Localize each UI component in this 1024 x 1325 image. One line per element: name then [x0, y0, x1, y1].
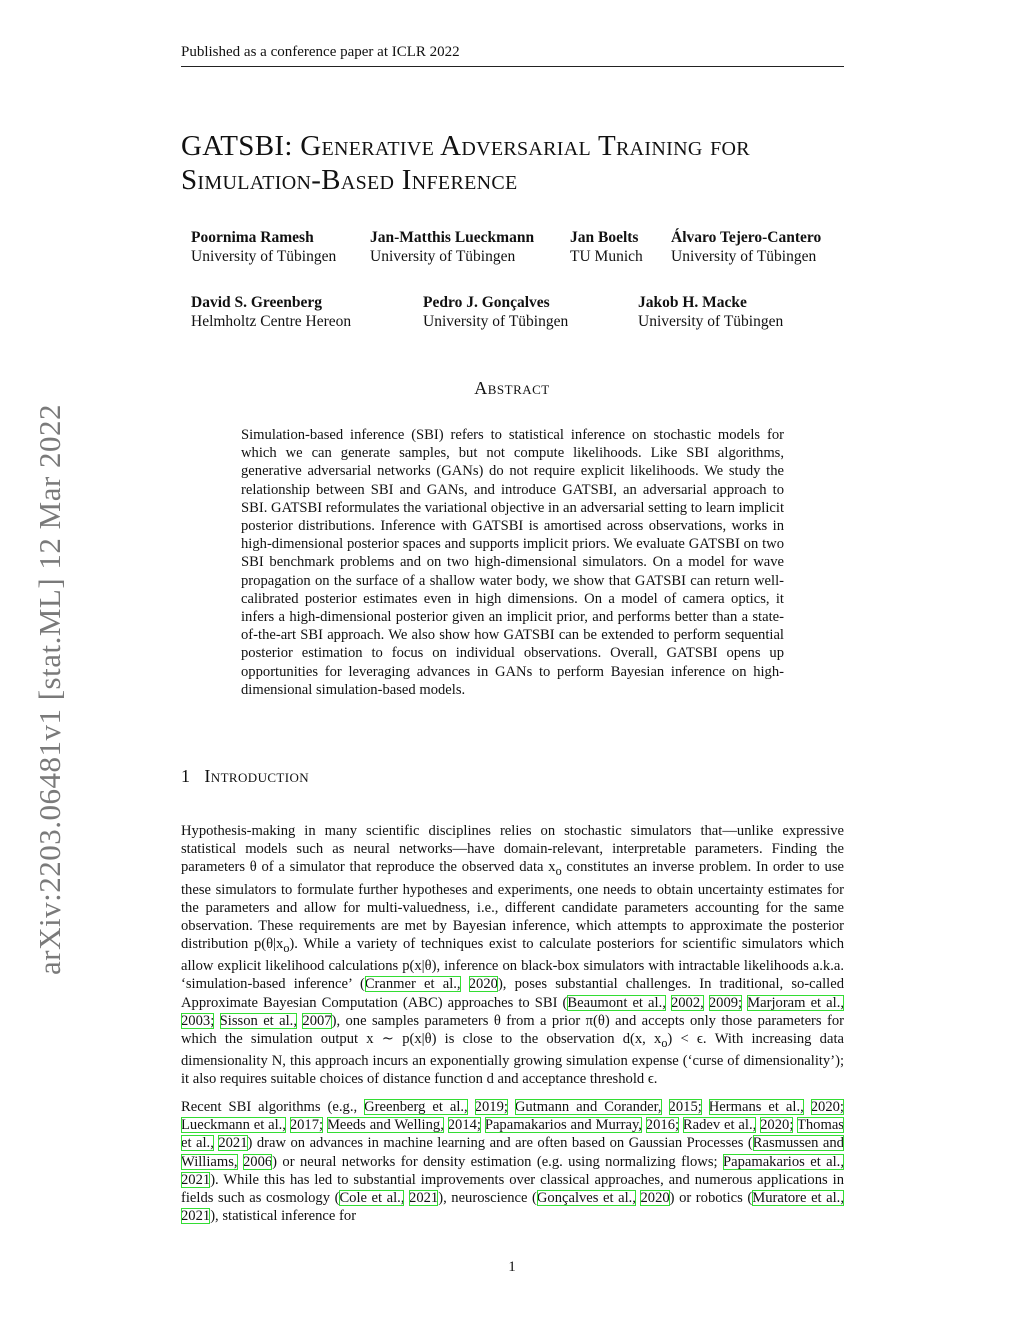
author-affiliation: University of Tübingen — [423, 313, 569, 330]
abstract-text: Simulation-based inference (SBI) refers to statistical inference on stochastic models for which we can generate samples, but not compute likelihoods. Like SBI algorithms, generative adversarial networks (GANs) do not require explicit likelihoods. We study the relationship between SBI and GANs, and introduce GATSBI, an adversarial approach to SBI. GATSBI reformulates the variational objective in an adversarial setting to learn implicit posterior distributions. Inference with GATSBI is amortised across observations, works in high-dimensional posterior spaces and supports implicit priors. We evaluate GATSBI on two SBI benchmark problems and on two high-dimensional simulators. On a model for wave propagation on the surface of a shallow water body, we show that GATSBI can return well-calibrated posterior estimates even in high dimensions. On a model of camera optics, it infers a high-dimensional posterior given an implicit prior, and performs better than a state-of-the-art SBI approach. We also show how GATSBI can be extended to perform sequential posterior estimation to focus on individual observations. Overall, GATSBI opens up opportunities for leveraging advances in GANs to perform Bayesian inference on high-dimensional simulation-based models. — [241, 427, 784, 698]
author-name: Jakob H. Macke — [638, 294, 747, 311]
page-number: 1 — [508, 1259, 516, 1275]
author-affiliation: University of Tübingen — [638, 313, 784, 330]
citation-link[interactable]: Hermans et al., — [708, 1099, 804, 1115]
text-run: ) < ϵ. With increasing data dimensionality N, this approach incurs an exponentially growing simulation expense (‘curse of dimensionality’); it also requires suitable choices of distance function d and acceptance threshold ϵ. — [181, 1031, 844, 1088]
title-line-1: GATSBI: Generative Adversarial Training for — [181, 130, 750, 162]
citation-link[interactable]: Papamakarios et al., — [722, 1153, 844, 1170]
author-block — [191, 293, 351, 331]
citation-link[interactable]: 2015; — [668, 1099, 702, 1115]
author-block — [570, 228, 643, 266]
author-block — [423, 293, 568, 331]
author-affiliation: University of Tübingen — [370, 248, 516, 265]
author-affiliation: University of Tübingen — [191, 248, 337, 265]
author-block — [191, 228, 336, 266]
citation-link[interactable]: 2021 — [181, 1171, 211, 1188]
section-number: 1 — [181, 766, 191, 786]
text-run: ). While a variety of techniques exist to calculate posteriors for scientific simulators which allow explicit likelihood calculations p(x|θ), inference on black-box simulators with intractable likelihoods a.k.a. ‘simulation-based inference’ ( — [181, 936, 844, 993]
authors-row-1 — [0, 228, 1024, 268]
citation-link[interactable]: Cole et al., — [339, 1190, 405, 1207]
text-run: ). While this has led to substantial improvements over classical approaches, and numerous applications in fields such as cosmology ( — [181, 1171, 844, 1207]
citation-link[interactable]: Greenberg et al., — [364, 1099, 468, 1115]
text-run: Recent SBI algorithms (e.g., — [181, 1099, 358, 1115]
citation-link[interactable]: Thomas et al., — [181, 1117, 844, 1152]
citation-link[interactable]: Beaumont et al., — [567, 994, 666, 1011]
citation-link[interactable]: Meeds and Welling, — [326, 1117, 444, 1134]
citation-link[interactable]: Marjoram et al., — [747, 994, 844, 1011]
citation-link[interactable]: 2019; — [474, 1099, 508, 1115]
text-run: ) draw on advances in machine learning and are often based on Gaussian Processes ( — [247, 1135, 753, 1152]
subscript: o — [283, 941, 290, 956]
author-name: Pedro J. Gonçalves — [423, 294, 550, 311]
text-run: ), one samples parameters θ from a prior π(θ) and accepts only those parameters for which the simulation output x ∼ p(x|θ) is close to the observation d(x, x — [181, 1012, 845, 1048]
citation-link[interactable]: 2021 — [181, 1208, 211, 1225]
text-run: ), statistical inference for — [210, 1208, 357, 1225]
citation-link[interactable]: Lueckmann et al., — [181, 1117, 286, 1134]
section-title: Introduction — [204, 766, 310, 786]
running-header: Published as a conference paper at ICLR 2022 — [181, 44, 844, 67]
citation-link[interactable]: 2020 — [640, 1190, 670, 1207]
arxiv-stamp: arXiv:2203.06481v1 [stat.ML] 12 Mar 2022 — [32, 403, 67, 975]
citation-link[interactable]: 2020; — [810, 1099, 844, 1115]
author-name: Jan-Matthis Lueckmann — [370, 229, 535, 246]
citation-link[interactable]: Papamakarios and Murray, — [484, 1117, 642, 1134]
citation-link[interactable]: 2006 — [242, 1153, 273, 1170]
subscript: o — [555, 864, 562, 879]
author-affiliation: TU Munich — [570, 248, 643, 265]
citation-link[interactable]: 2021 — [218, 1135, 248, 1152]
paper-title — [181, 129, 861, 197]
authors-row-2 — [0, 293, 1024, 333]
author-block — [671, 228, 821, 266]
citation-link[interactable]: 2014; — [447, 1117, 481, 1134]
author-affiliation: Helmholtz Centre Hereon — [191, 313, 352, 330]
citation-link[interactable]: Gutmann and Corander, — [514, 1099, 662, 1115]
citation-link[interactable]: Rasmussen and Williams, — [181, 1135, 844, 1170]
author-name: David S. Greenberg — [191, 294, 323, 311]
section-heading — [181, 766, 309, 787]
citation-link[interactable]: 2021 — [409, 1190, 439, 1207]
text-run: ) or neural networks for density estimation (e.g. using normalizing flows; — [272, 1153, 718, 1170]
citation-link[interactable]: 2017; — [289, 1117, 324, 1134]
author-name: Poornima Ramesh — [191, 229, 314, 246]
citation-link[interactable]: 2007 — [302, 1012, 332, 1029]
citation-link[interactable]: 2020; — [760, 1117, 794, 1134]
author-name: Álvaro Tejero-Cantero — [671, 229, 822, 246]
citation-link[interactable]: 2009; — [708, 994, 743, 1011]
subscript: o — [661, 1035, 668, 1050]
text-run: Hypothesis-making in many scientific disciplines relies on stochastic simulators that—unlike expressive statistical models such as neural networks—have domain-relevant, interpretable parameters. Finding the parameters θ of a simulator that reproduce the observed data x — [181, 823, 844, 876]
text-run: constitutes an inverse problem. In order to use these simulators to formulate further hypotheses and experiments, one needs to obtain uncertainty estimates for the parameters and allow for multi-valuedness, i.e., different candidate parameters accounting for the same observation. These requirements are met by Bayesian inference, which attempts to approximate the posterior distribution p(θ|x — [181, 859, 845, 953]
title-line-2: Simulation-Based Inference — [181, 164, 518, 196]
citation-link[interactable]: 2003; — [181, 1012, 215, 1029]
intro-paragraph-2 — [181, 1098, 844, 1225]
author-block — [638, 293, 783, 331]
citation-link[interactable]: Radev et al., — [682, 1117, 757, 1134]
citation-link[interactable]: 2016; — [645, 1117, 680, 1134]
author-affiliation: University of Tübingen — [671, 248, 817, 265]
citation-link[interactable]: Cranmer et al., — [364, 976, 461, 993]
text-run: ), poses substantial challenges. In traditional, so-called Approximate Bayesian Computation (ABC) approaches to SBI ( — [181, 976, 844, 1011]
author-block — [370, 228, 534, 266]
citation-link[interactable]: Gonçalves et al., — [536, 1190, 636, 1207]
citation-link[interactable]: 2002, — [670, 994, 704, 1011]
citation-link[interactable]: Sisson et al., — [219, 1012, 297, 1029]
citation-link[interactable]: Muratore et al., — [752, 1190, 844, 1207]
text-run: ) or robotics ( — [669, 1190, 753, 1207]
citation-link[interactable]: 2020 — [468, 976, 498, 993]
text-run: ), neuroscience ( — [438, 1190, 537, 1207]
abstract-heading: Abstract — [474, 378, 550, 398]
intro-paragraph-1 — [181, 822, 844, 1089]
author-name: Jan Boelts — [570, 229, 639, 246]
